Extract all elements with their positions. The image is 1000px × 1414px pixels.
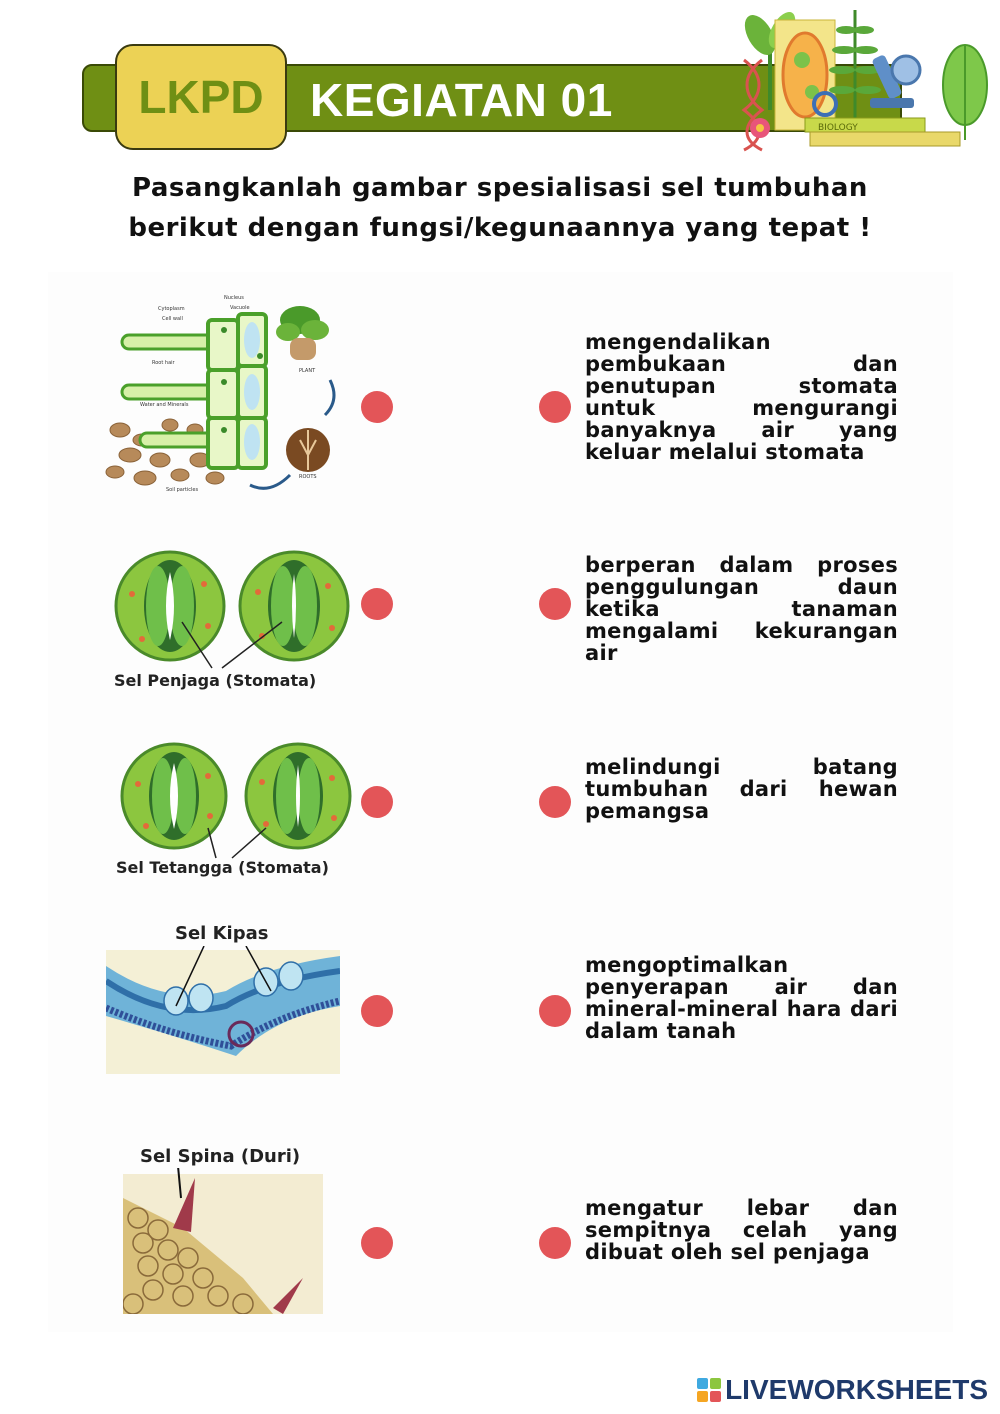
guard-cell-caption: Sel Penjaga (Stomata) [114, 671, 317, 690]
function-text-5: mengatur lebar dan sempitnya celah yang dibuat oleh sel penjaga [585, 1196, 898, 1264]
function-text-4: mengoptimalkan penyerapan air dan mineral-mineral hara dari dalam tanah [585, 953, 898, 1043]
biology-decoration-icon [730, 0, 990, 152]
instruction-line-1: Pasangkanlah gambar spesialisasi sel tumbuhan [132, 173, 868, 203]
right-dot-3[interactable] [539, 786, 571, 818]
spine-cell-image [123, 1168, 323, 1314]
label-cytoplasm: Cytoplasm [158, 306, 185, 312]
neighbor-cell-image [112, 738, 352, 863]
right-dot-2[interactable] [539, 588, 571, 620]
liveworksheets-logo [697, 1374, 988, 1406]
right-dot-4[interactable] [539, 995, 571, 1027]
label-plant: PLANT [299, 368, 316, 374]
left-dot-3[interactable] [361, 786, 393, 818]
liveworksheets-brand: LIVEWORKSHEETS [725, 1374, 988, 1405]
liveworksheets-icon [697, 1378, 721, 1402]
biology-book-label: BIOLOGY [818, 123, 858, 133]
instruction-text [60, 168, 940, 248]
instruction-line-2: berikut dengan fungsi/kegunaannya yang tepat ! [128, 213, 872, 243]
left-dot-1[interactable] [361, 391, 393, 423]
right-dot-1[interactable] [539, 391, 571, 423]
function-text-2: berperan dalam proses penggulungan daun ketika tanaman mengalami kekurangan air [585, 553, 898, 665]
label-cell-wall: Cell wall [162, 316, 183, 322]
label-root-hair: Root hair [152, 360, 175, 366]
root-hair-image [100, 290, 350, 500]
right-dot-5[interactable] [539, 1227, 571, 1259]
label-water: Water and Minerals [140, 402, 189, 408]
lkpd-badge: LKPD [115, 44, 287, 150]
label-nucleus: Nucleus [224, 295, 244, 301]
fan-cell-image [106, 946, 340, 1074]
spine-cell-caption: Sel Spina (Duri) [140, 1146, 301, 1167]
label-roots: ROOTS [299, 474, 317, 480]
activity-title: KEGIATAN 01 [310, 74, 613, 126]
function-text-3: melindungi batang tumbuhan dari hewan pemangsa [585, 755, 898, 823]
guard-cell-image [112, 544, 352, 674]
label-vacuole: Vacuole [230, 305, 250, 311]
left-dot-5[interactable] [361, 1227, 393, 1259]
neighbor-cell-caption: Sel Tetangga (Stomata) [116, 858, 329, 877]
left-dot-2[interactable] [361, 588, 393, 620]
label-soil: Soil particles [166, 487, 199, 493]
left-dot-4[interactable] [361, 995, 393, 1027]
fan-cell-caption: Sel Kipas [175, 923, 269, 944]
function-text-1: mengendalikan pembukaan dan penutupan stomata untuk mengurangi banyaknya air yang keluar melalui stomata [585, 330, 898, 464]
